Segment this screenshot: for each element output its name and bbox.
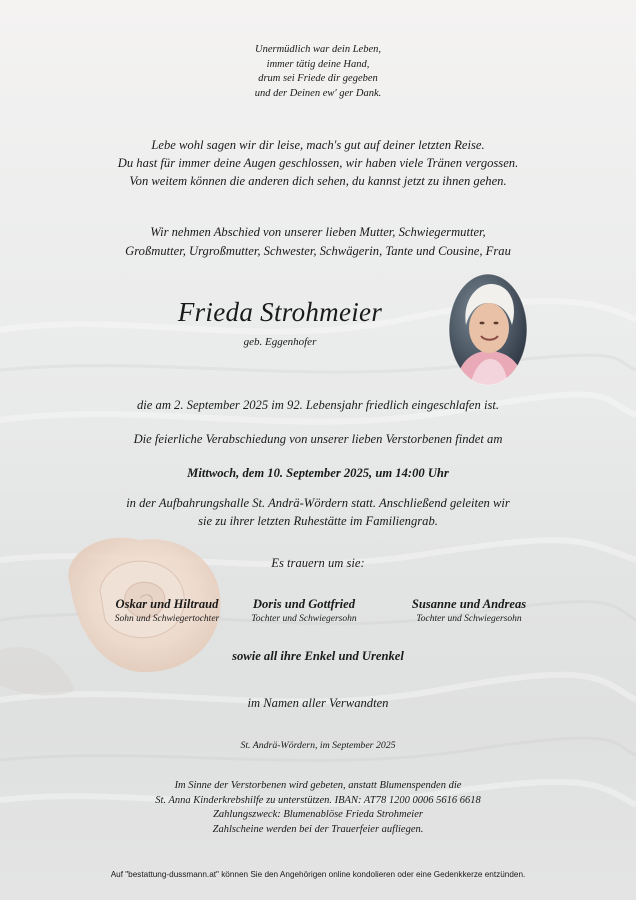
ceremony-intro: Die feierliche Verabschiedung von unserer lieben Verstorbenen findet am xyxy=(133,432,503,446)
donation-line: Zahlscheine werden bei der Trauerfeier aufliegen. xyxy=(212,823,424,835)
portrait-photo xyxy=(448,273,528,386)
poem-line: und der Deinen ew' ger Dank. xyxy=(254,87,382,99)
footer-note: Auf "bestattung-dussmann.at" können Sie den Angehörigen online kondolieren oder eine Gedenkkerze entzünden. xyxy=(110,870,526,879)
mourner-relation: Tochter und Schwiegersohn xyxy=(416,614,522,624)
place-date: St. Andrä-Wördern, im September 2025 xyxy=(240,740,396,751)
farewell-verse xyxy=(0,136,636,190)
poem xyxy=(0,43,636,101)
mourner-name: Susanne und Andreas xyxy=(411,597,527,611)
death-notice: die am 2. September 2025 im 92. Lebensjahr friedlich eingeschlafen ist. xyxy=(136,398,499,412)
intro-line: Wir nehmen Abschied von unserer lieben Mutter, Schwiegermutter, xyxy=(150,225,486,239)
verse-line: Du hast für immer deine Augen geschlossen, wir haben viele Tränen vergossen. xyxy=(117,156,519,170)
deceased-name: Frieda Strohmeier xyxy=(177,297,383,327)
mourners-heading: Es trauern um sie: xyxy=(271,556,365,570)
poem-line: Unermüdlich war dein Leben, xyxy=(255,44,381,55)
intro-text xyxy=(0,223,636,260)
ceremony-place xyxy=(0,495,636,530)
mourner-relation: Sohn und Schwiegertochter xyxy=(114,614,220,624)
mourner-doris-gottfried xyxy=(219,597,389,624)
poem-line: drum sei Friede dir gegeben xyxy=(258,73,378,85)
mourner-relation: Tochter und Schwiegersohn xyxy=(251,614,357,624)
mourner-name: Doris und Gottfried xyxy=(252,597,356,611)
ceremony-place-line: in der Aufbahrungshalle St. Andrä-Wördern statt. Anschließend geleiten wir xyxy=(126,496,510,510)
relatives-line: im Namen aller Verwandten xyxy=(247,696,389,710)
maiden-name: geb. Eggenhofer xyxy=(243,336,317,348)
verse-line: Von weitem können die anderen dich sehen, du kannst jetzt zu ihnen gehen. xyxy=(129,174,507,188)
donation-line: St. Anna Kinderkrebshilfe zu unterstützen. IBAN: AT78 1200 0006 5616 6618 xyxy=(155,794,481,806)
donation-line: Im Sinne der Verstorbenen wird gebeten, anstatt Blumenspenden die xyxy=(174,780,462,791)
donation-line: Zahlungszweck: Blumenablöse Frieda Strohmeier xyxy=(213,809,423,820)
mourner-susanne-andreas xyxy=(384,597,554,624)
intro-line: Großmutter, Urgroßmutter, Schwester, Schwägerin, Tante und Cousine, Frau xyxy=(125,243,511,258)
grandchildren-line: sowie all ihre Enkel und Urenkel xyxy=(232,649,404,663)
mourner-name: Oskar und Hiltraud xyxy=(115,597,219,611)
verse-line: Lebe wohl sagen wir dir leise, mach's gut auf deiner letzten Reise. xyxy=(151,138,485,152)
poem-line: immer tätig deine Hand, xyxy=(266,58,370,70)
ceremony-date: Mittwoch, dem 10. September 2025, um 14:00 Uhr xyxy=(187,466,449,480)
donation-notice xyxy=(0,779,636,837)
ceremony-place-line: sie zu ihrer letzten Ruhestätte im Familiengrab. xyxy=(198,513,438,528)
